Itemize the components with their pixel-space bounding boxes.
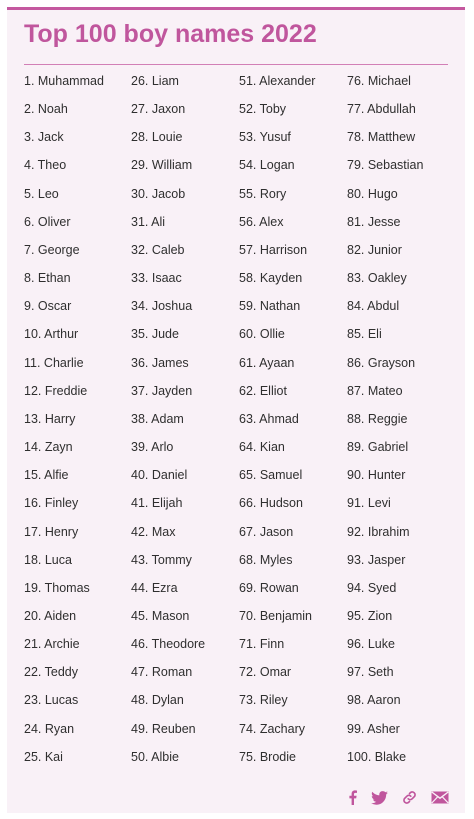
name-entry: 50. Albie [131,749,179,764]
facebook-share-button[interactable] [348,790,357,805]
name-entry: 57. Harrison [239,242,308,257]
name-entry: 58. Kayden [239,271,303,286]
name-entry: 89. Gabriel [347,440,409,455]
name-entry: 51. Alexander [239,74,316,88]
name-entry: 15. Alfie [24,468,69,483]
name-entry: 35. Jude [131,327,179,342]
name-entry: 61. Ayaan [239,355,295,370]
name-entry: 37. Jayden [131,383,193,398]
name-entry: 76. Michael [347,74,411,88]
name-entry: 28. Louie [131,130,183,145]
email-share-button[interactable] [431,791,449,804]
names-column-4 [347,71,455,775]
names-list [24,71,454,763]
name-entry: 87. Mateo [347,383,403,398]
name-entry: 79. Sebastian [347,158,424,173]
name-entry: 90. Hunter [347,468,406,483]
name-entry: 93. Jasper [347,552,406,567]
name-entry: 40. Daniel [131,468,188,483]
name-entry: 54. Logan [239,158,295,173]
name-entry: 78. Matthew [347,130,416,145]
name-entry: 33. Isaac [131,271,182,286]
name-entry: 38. Adam [131,411,184,426]
name-entry: 11. Charlie [24,355,84,370]
name-entry: 56. Alex [239,214,284,229]
name-entry: 2. Noah [24,102,68,117]
link-icon [402,790,417,805]
name-entry: 66. Hudson [239,496,303,511]
name-entry: 14. Zayn [24,440,73,455]
name-entry: 6. Oliver [24,214,71,229]
names-column-3 [239,71,347,775]
name-entry: 24. Ryan [24,721,75,736]
name-entry: 8. Ethan [24,271,71,286]
name-entry: 23. Lucas [24,693,79,708]
twitter-icon [371,791,388,805]
name-entry: 65. Samuel [239,468,303,483]
name-entry: 19. Thomas [24,580,90,595]
name-entry: 4. Theo [24,158,67,173]
name-entry: 44. Ezra [131,580,178,595]
name-entry: 94. Syed [347,580,397,595]
name-entry: 86. Grayson [347,355,416,370]
name-entry: 99. Asher [347,721,400,736]
name-entry: 88. Reggie [347,411,408,426]
name-entry: 85. Eli [347,327,382,342]
name-entry: 31. Ali [131,214,166,229]
name-entry: 1. Muhammad [24,74,104,88]
name-entry: 64. Kian [239,440,285,455]
share-bar [348,790,449,805]
name-entry: 25. Kai [24,749,63,764]
names-column-2 [131,71,239,775]
email-icon [431,791,449,804]
name-entry: 29. William [131,158,193,173]
name-entry: 72. Omar [239,665,292,680]
name-entry: 47. Roman [131,665,193,680]
name-entry: 81. Jesse [347,214,401,229]
name-entry: 62. Elliot [239,383,287,398]
name-entry: 16. Finley [24,496,79,511]
name-entry: 97. Seth [347,665,394,680]
name-entry: 70. Benjamin [239,608,312,623]
name-entry: 83. Oakley [347,271,407,286]
name-entry: 5. Leo [24,186,59,201]
name-entry: 39. Arlo [131,440,174,455]
name-entry: 82. Junior [347,242,402,257]
name-entry: 75. Brodie [239,749,296,764]
name-entry: 45. Mason [131,608,190,623]
name-entry: 100. Blake [347,749,407,764]
name-entry: 63. Ahmad [239,411,299,426]
name-entry: 10. Arthur [24,327,79,342]
name-entry: 53. Yusuf [239,130,291,145]
name-entry: 52. Toby [239,102,287,117]
name-entry: 9. Oscar [24,299,72,314]
name-entry: 91. Levi [347,496,391,511]
name-entry: 96. Luke [347,637,395,652]
name-entry: 13. Harry [24,411,76,426]
name-entry: 21. Archie [24,637,80,652]
name-entry: 34. Joshua [131,299,193,314]
page-title: Top 100 boy names 2022 [24,20,317,48]
name-entry: 48. Dylan [131,693,184,708]
name-entry: 41. Elijah [131,496,183,511]
name-entry: 84. Abdul [347,299,400,314]
name-entry: 80. Hugo [347,186,398,201]
name-entry: 3. Jack [24,130,64,145]
name-entry: 30. Jacob [131,186,186,201]
name-entry: 77. Abdullah [347,102,416,117]
name-entry: 20. Aiden [24,608,77,623]
name-entry: 68. Myles [239,552,293,567]
twitter-share-button[interactable] [371,791,388,805]
name-entry: 12. Freddie [24,383,88,398]
facebook-icon [348,790,357,805]
name-entry: 60. Ollie [239,327,285,342]
name-entry: 69. Rowan [239,580,299,595]
name-entry: 73. Riley [239,693,288,708]
name-entry: 55. Rory [239,186,287,201]
name-entry: 95. Zion [347,608,393,623]
name-entry: 17. Henry [24,524,79,539]
names-column-1 [24,71,132,775]
name-entry: 18. Luca [24,552,72,567]
name-entry: 92. Ibrahim [347,524,410,539]
name-entry: 26. Liam [131,74,179,88]
name-entry: 49. Reuben [131,721,196,736]
name-entry: 42. Max [131,524,176,539]
names-card [7,7,465,813]
name-entry: 46. Theodore [131,637,206,652]
name-entry: 59. Nathan [239,299,301,314]
name-entry: 32. Caleb [131,242,185,257]
name-entry: 7. George [24,242,80,257]
name-entry: 36. James [131,355,189,370]
name-entry: 71. Finn [239,637,285,652]
name-entry: 22. Teddy [24,665,78,680]
name-entry: 67. Jason [239,524,294,539]
name-entry: 98. Aaron [347,693,401,708]
copy-link-button[interactable] [402,790,417,805]
name-entry: 43. Tommy [131,552,192,567]
title-divider [24,64,448,65]
name-entry: 74. Zachary [239,721,306,736]
name-entry: 27. Jaxon [131,102,186,117]
